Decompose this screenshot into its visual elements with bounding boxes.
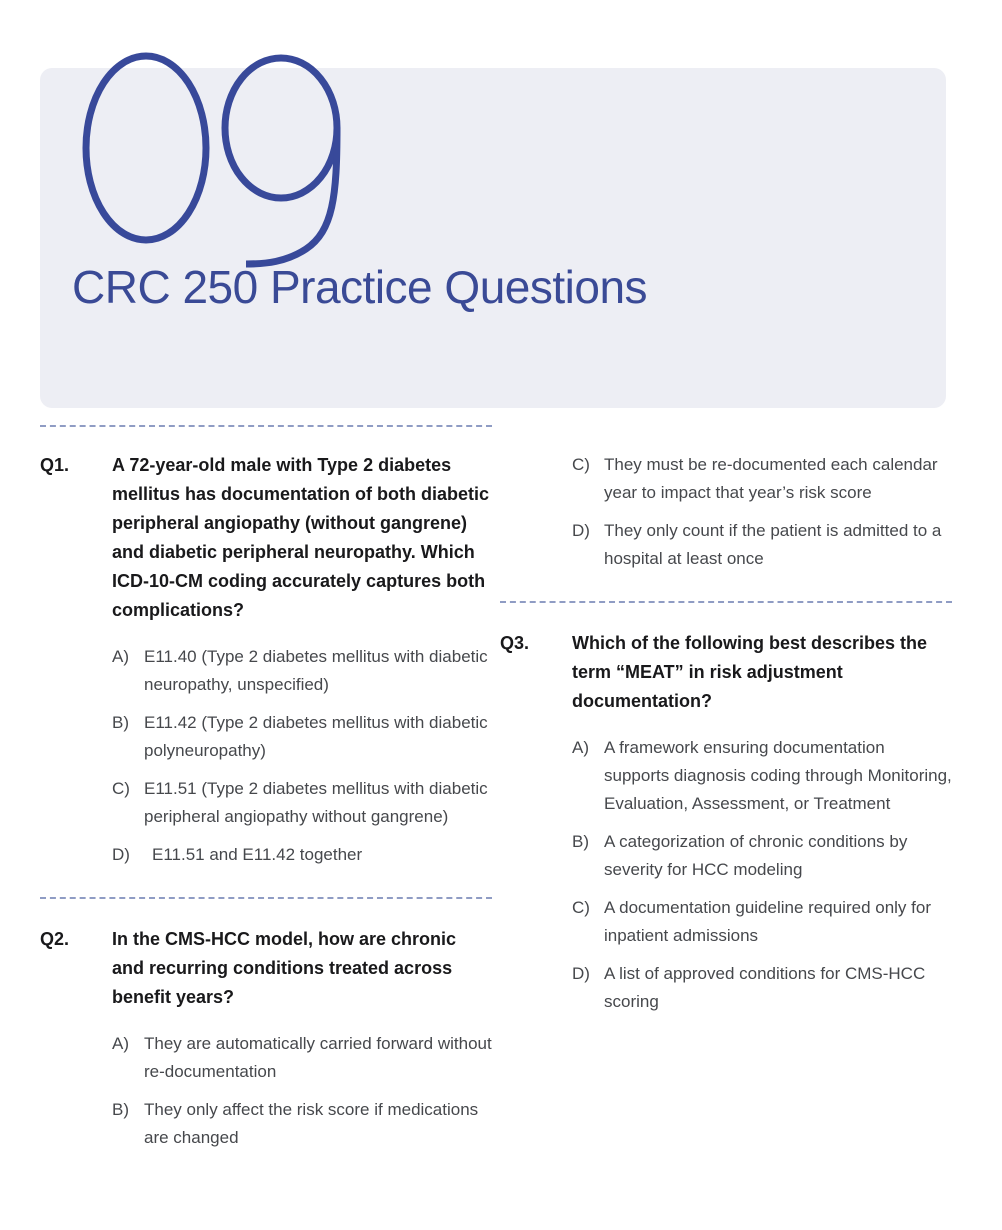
chapter-number (68, 46, 388, 276)
option-q2-b[interactable] (112, 1096, 492, 1152)
divider-left-q1-q2 (40, 897, 492, 899)
option-text: They must be re-documented each calendar year to impact that year’s risk score (604, 455, 943, 502)
divider-top-left (40, 425, 492, 427)
question-text-q1: A 72-year-old male with Type 2 diabetes mellitus has documentation of both diabetic peripheral angiopathy (without gangrene) and diabetic peripheral neuropathy. Which ICD-10-CM coding accurately captures both complications? (112, 455, 490, 620)
right-column (500, 425, 957, 1016)
option-q3-d[interactable] (572, 960, 952, 1016)
option-letter: D) (572, 964, 590, 983)
option-q1-d[interactable] (112, 841, 492, 869)
option-text: E11.40 (Type 2 diabetes mellitus with diabetic neuropathy, unspecified) (144, 647, 493, 694)
question-text-q3: Which of the following best describes the term “MEAT” in risk adjustment documentation? (572, 633, 928, 711)
option-letter: C) (572, 898, 590, 917)
option-letter: B) (572, 832, 589, 851)
question-heading-q3 (500, 629, 952, 716)
question-block-q2 (40, 925, 497, 1152)
option-q1-a[interactable] (112, 643, 492, 699)
question-text-q2: In the CMS-HCC model, how are chronic and recurring conditions treated across benefit years? (112, 929, 457, 1007)
question-label-q2: Q2. (40, 929, 70, 949)
option-letter: B) (112, 1100, 129, 1119)
option-text: A framework ensuring documentation supports diagnosis coding through Monitoring, Evaluation, Assessment, or Treatment (604, 738, 957, 813)
options-list-q3 (500, 734, 957, 1016)
option-text: They only affect the risk score if medications are changed (144, 1100, 483, 1147)
option-q2-d[interactable] (572, 517, 952, 573)
option-letter: C) (112, 779, 130, 798)
option-q3-a[interactable] (572, 734, 957, 818)
option-letter: D) (112, 845, 130, 864)
option-q2-c[interactable] (572, 451, 952, 507)
option-letter: A) (112, 1034, 129, 1053)
option-letter: A) (572, 738, 589, 757)
banner-title: CRC 250 Practice Questions (72, 261, 648, 313)
options-list-q1 (40, 643, 492, 869)
option-q3-b[interactable] (572, 828, 952, 884)
option-q1-c[interactable] (112, 775, 492, 831)
question-heading-q1 (40, 451, 492, 625)
option-text: They are automatically carried forward without re-documentation (144, 1034, 497, 1081)
option-letter: D) (572, 521, 590, 540)
option-text: A list of approved conditions for CMS-HCC scoring (604, 964, 930, 1011)
option-text: E11.42 (Type 2 diabetes mellitus with diabetic polyneuropathy) (144, 713, 493, 760)
option-text: They only count if the patient is admitted to a hospital at least once (604, 521, 947, 568)
question-label-q3: Q3. (500, 633, 530, 653)
divider-right-q2-q3 (500, 601, 952, 603)
option-letter: B) (112, 713, 129, 732)
question-block-q3 (500, 629, 957, 1016)
option-text: E11.51 and E11.42 together (152, 845, 363, 864)
option-text: E11.51 (Type 2 diabetes mellitus with diabetic peripheral angiopathy without gangrene) (144, 779, 493, 826)
question-heading-q2 (40, 925, 492, 1012)
option-letter: C) (572, 455, 590, 474)
options-list-q2-part2 (500, 451, 952, 573)
left-column (40, 425, 497, 1152)
option-q3-c[interactable] (572, 894, 952, 950)
question-block-q1 (40, 451, 492, 869)
question-label-q1: Q1. (40, 455, 70, 475)
header-banner (40, 68, 946, 408)
option-text: A documentation guideline required only for inpatient admissions (604, 898, 936, 945)
options-list-q2-part1 (40, 1030, 497, 1152)
option-q2-a[interactable] (112, 1030, 497, 1086)
option-q1-b[interactable] (112, 709, 492, 765)
option-letter: A) (112, 647, 129, 666)
option-text: A categorization of chronic conditions by severity for HCC modeling (604, 832, 913, 879)
